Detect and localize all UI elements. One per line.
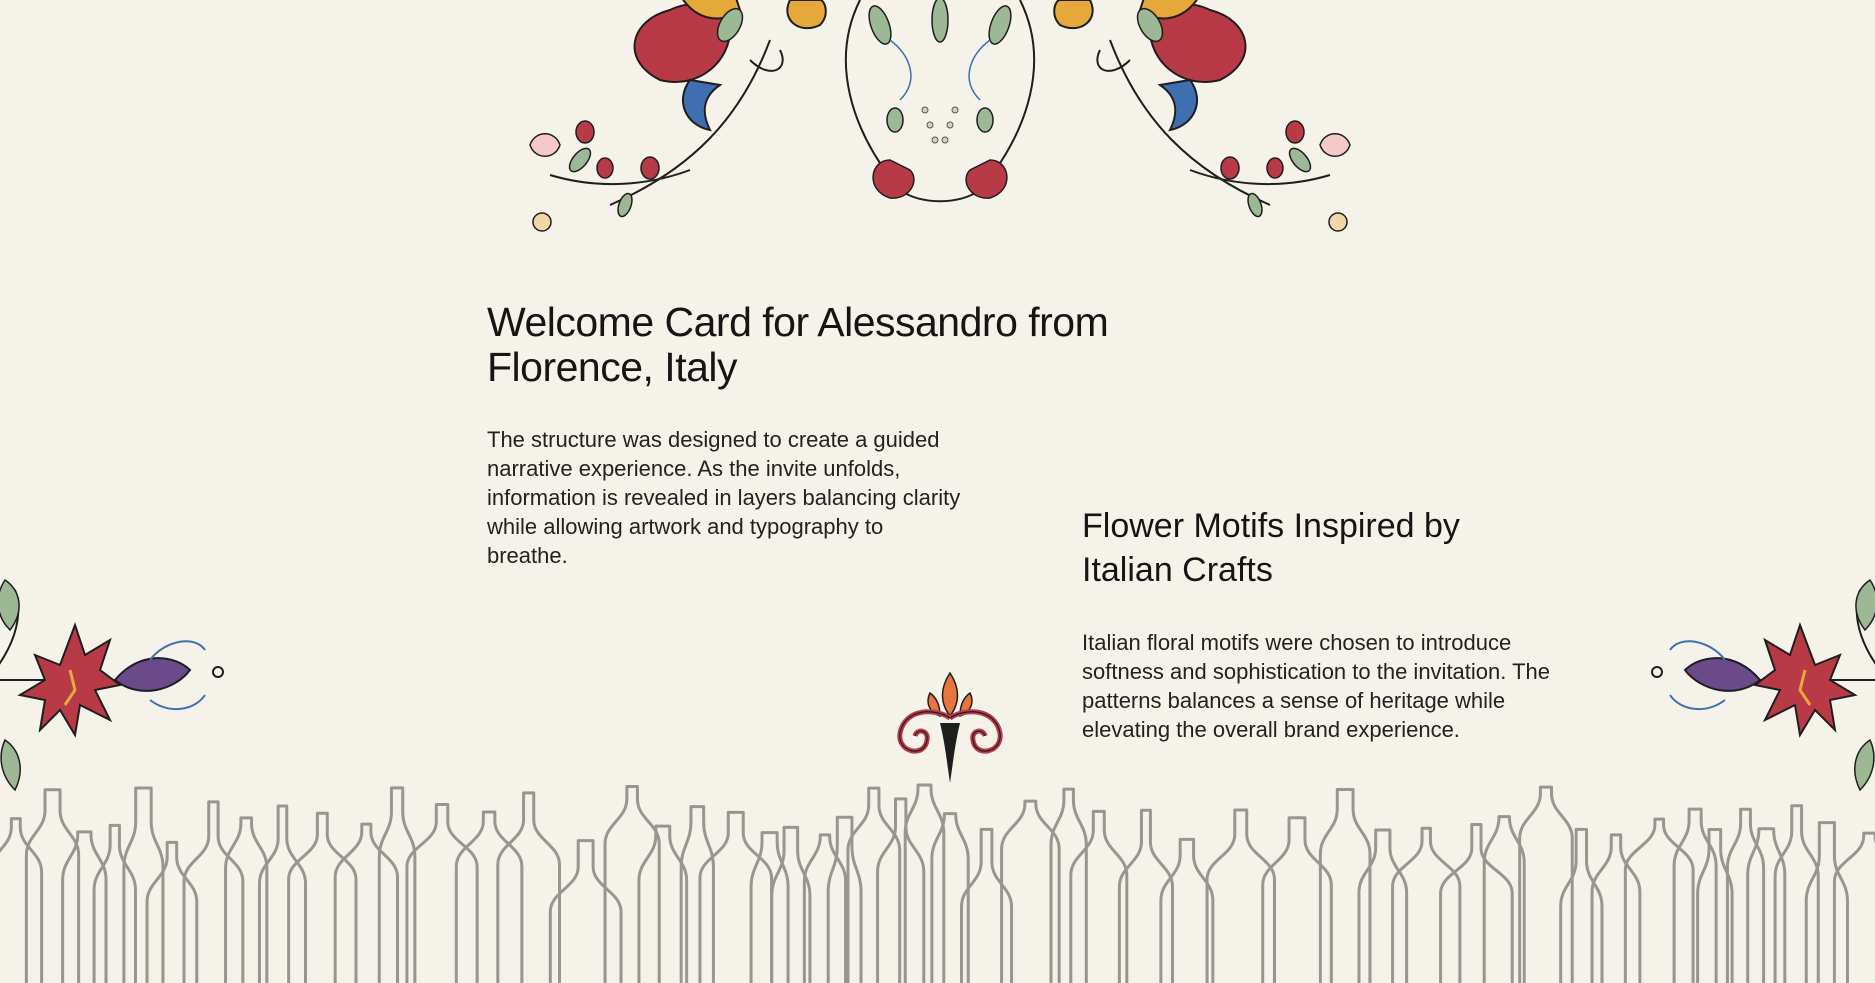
bottle-outline — [1051, 789, 1086, 983]
bottle-outline — [1806, 823, 1847, 983]
bottle-outline — [1520, 787, 1573, 983]
right-lily-motif — [1635, 570, 1875, 800]
fleur-de-lis-icon — [885, 668, 1015, 788]
bottle-outline — [1207, 810, 1274, 983]
motif-paragraph: Italian floral motifs were chosen to introduce softness and sophistication to the invitation. The patterns balances a sense of heritage while elevating the overall brand experience. — [1082, 630, 1550, 742]
bottle-outline — [1592, 835, 1640, 983]
bottle-outline — [289, 813, 356, 983]
wine-bottle-silhouettes — [0, 780, 1875, 983]
bottle-outline — [848, 788, 900, 983]
bottle-outline — [1359, 830, 1407, 983]
bottle-outline — [335, 824, 397, 983]
bottle-outline — [63, 832, 106, 983]
bottle-outline — [407, 804, 477, 983]
bottle-outline — [1561, 829, 1602, 983]
bottle-outline — [26, 790, 78, 983]
left-lily-motif — [0, 570, 240, 800]
bottle-outline — [0, 819, 42, 983]
bottle-outline — [1393, 828, 1460, 983]
motif-heading: Flower Motifs Inspired by Italian Crafts — [1082, 507, 1460, 589]
bottle-outline — [1775, 806, 1818, 983]
top-floral-ornament — [500, 0, 1380, 240]
bottle-outline — [184, 802, 243, 983]
bottle-outline — [456, 812, 522, 983]
bottle-outline — [1161, 839, 1213, 983]
bottle-outline — [605, 786, 659, 983]
bottle-outline — [1834, 833, 1875, 983]
bottle-outline — [1748, 829, 1785, 983]
intro-paragraph: The structure was designed to create a guided narrative experience. As the invite unfolds, information is revealed in layers balancing clarity while allowing artwork and typography to breathe. — [487, 427, 961, 568]
page-title: Welcome Card for Alessandro from Florence, Italy — [487, 299, 1109, 390]
bottle-outline — [147, 842, 197, 983]
bottle-outline — [1320, 790, 1370, 983]
bottle-outline — [124, 788, 163, 983]
bottle-outline — [639, 826, 687, 983]
bottle-outline — [1441, 825, 1513, 983]
